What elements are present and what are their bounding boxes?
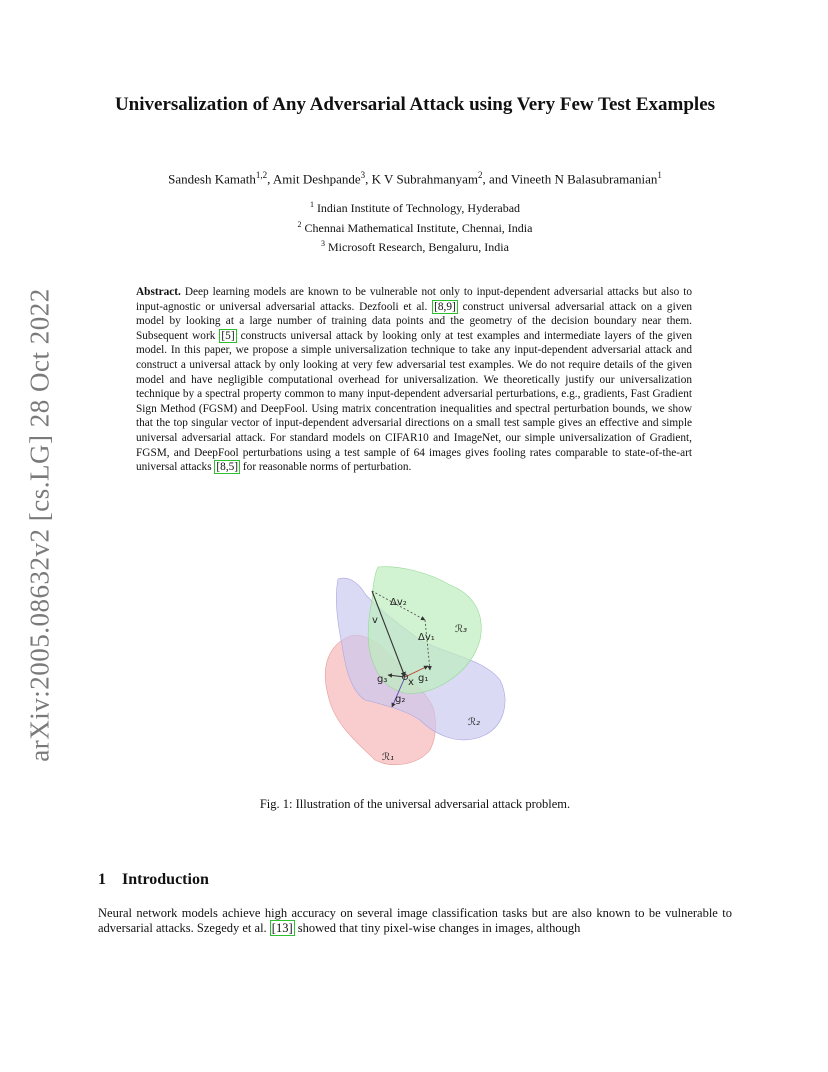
label-g2: g₂ [395,694,406,705]
citation-link[interactable]: [13] [271,921,293,935]
label-r1: ℛ₁ [382,752,394,763]
figure-svg [300,565,530,785]
citation-link[interactable]: [8,5] [216,461,239,474]
author-name: Vineeth N Balasubramanian [510,171,658,187]
author-affiliation-mark: 2 [478,170,483,180]
label-x: x [408,677,414,688]
author-list: Sandesh Kamath$^{1,2}$, Amit Deshpande$^3$, K V Subrahmanyam$^2$, and Vineeth N Balasubramanian$^1$ [168,170,662,187]
author-name: Sandesh Kamath [168,171,256,187]
author-affiliation-mark: 1,2 [255,170,268,180]
author-name: Amit Deshpande [272,171,361,187]
section-heading [98,871,209,889]
citation-link[interactable]: [8,9] [434,300,456,313]
affiliation-line: $^3$ Microsoft Research, Bengaluru, India [321,239,509,254]
author-name: K V Subrahmanyam [371,171,479,187]
citation-link[interactable]: [5] [221,329,235,342]
label-dv2: Δv₂ [390,597,407,608]
label-r3: ℛ₃ [455,624,467,635]
author-affiliation-mark: 1 [657,170,662,180]
figure-caption: Fig. 1: Illustration of the universal adversarial attack problem. [259,797,571,811]
affiliation-line: $^2$ Chennai Mathematical Institute, Chennai, India [297,219,533,235]
figure-illustration [300,565,530,785]
label-v: v [372,615,378,626]
affiliation-line: $^1$ Indian Institute of Technology, Hyderabad [309,200,521,215]
label-r2: ℛ₂ [468,717,480,728]
introduction-paragraph: Neural network models achieve high accuracy on several image classification tasks but are also known to be vulnerable to adversarial attacks. Szegedy et al. [13] showed that tiny pixel-wise changes in images, although [98,906,732,935]
label-g1: g₁ [418,673,429,684]
abstract: Abstract. Deep learning models are known to be vulnerable not only to input-dependent adversarial attacks but also to input-agnostic or universal adversarial attacks. Dezfooli et al. [8,9] construct universal adversarial attack on a given model by looking at a large number of training data points and the geometry of the decision boundary near them. Subsequent work [5] constructs universal attack by looking only at test examples and intermediate layers of the given model. In this paper, we propose a simple universalization technique to take any input-dependent adversarial attack and construct a universal attack by only looking at very few adversarial test examples. We do not require details of the given model and have negligible computational overhead for universalization. We theoretically justify our universalization technique by a spectral property common to many input-dependent adversarial perturbations, e.g., gradients, Fast Gradient Sign Method (FGSM) and DeepFool. Using matrix concentration inequalities and spectral perturbation bounds, we show that the top singular vector of input-dependent adversarial directions on a small test sample gives an effective and simple universal adversarial attack. For standard models on CIFAR10 and ImageNet, our simple universalization of Gradient, FGSM, and DeepFool perturbations using a test sample of 64 images gives fooling rates comparable to state-of-the-art universal attacks [8,5] for reasonable norms of perturbation. [136,286,693,474]
section-number: 1 [98,871,106,888]
label-dv1: Δv₁ [418,632,435,643]
label-g3: g₃ [377,674,388,685]
affiliations [80,197,750,256]
author-affiliation-mark: 3 [360,170,366,180]
paper-title: Universalization of Any Adversarial Attack using Very Few Test Examples [114,94,716,115]
arxiv-sidebar [22,290,58,760]
section-title: Introduction [122,871,209,888]
arxiv-identifier[interactable]: arXiv:2005.08632v2 [cs.LG] 28 Oct 2022 [24,288,55,762]
abstract-label: Abstract. [136,286,181,298]
